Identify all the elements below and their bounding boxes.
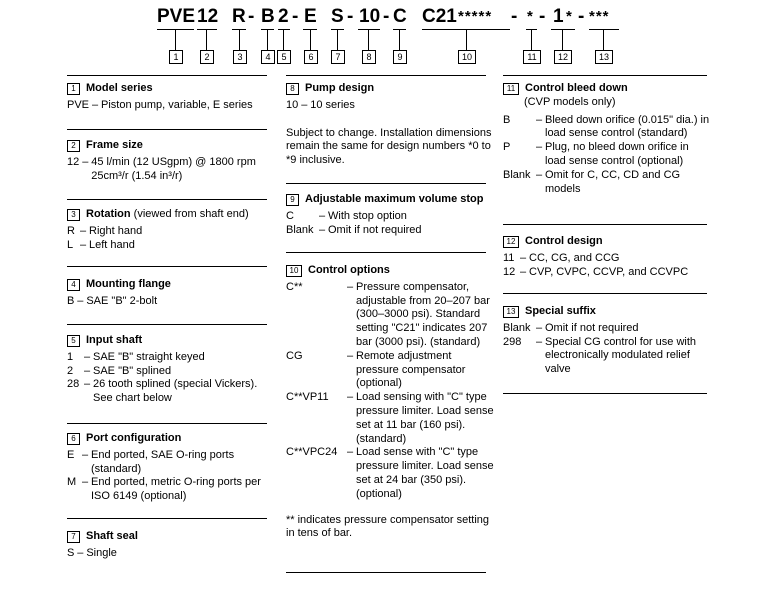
item-value: 26 tooth splined (special Vickers). See chart below [93, 378, 258, 405]
divider [286, 252, 486, 253]
item-value: Omit if not required [545, 321, 639, 334]
item-key: 12 [67, 155, 80, 168]
code-control-stars: ***** [458, 8, 493, 25]
code-tick [267, 29, 268, 51]
item-key: 10 [286, 98, 299, 111]
item-key: 12 [503, 265, 516, 278]
item-value: Pressure compensator, adjustable from 20–207 bar (300–3000 psi). Standard setting "C21" indicates 207 bar (3000 psi). (standard) [356, 280, 490, 348]
code-shaft: 2 [278, 6, 289, 27]
code-box-5: 5 [277, 50, 291, 64]
code-port: E [304, 6, 317, 27]
item-key: Blank [503, 168, 531, 181]
item-key: 11 [503, 251, 515, 264]
code-box-7: 7 [331, 50, 345, 64]
section-frame-size: 2 Frame size 12 – 45 l/min (12 USgpm) @ 1800 rpm 25cm³/r (1.54 in³/r) [67, 139, 273, 183]
item-value: CVP, CVPC, CCVP, and CCVPC [529, 265, 689, 278]
item-key: P [503, 141, 511, 154]
divider [286, 572, 486, 573]
section-title: Rotation [86, 208, 131, 220]
section-title: Pump design [305, 82, 375, 94]
code-box-8: 8 [362, 50, 376, 64]
item-value: Load sense with "C" type pressure limiter. Load sense set at 24 bar (350 psi). (optional) [356, 446, 494, 500]
section-number: 1 [67, 83, 80, 95]
code-tick [283, 29, 284, 51]
item-key: C**VP11 [286, 391, 329, 404]
code-box-3: 3 [233, 50, 247, 64]
item-key: C** [286, 280, 303, 293]
item-key: 2 [67, 364, 74, 377]
code-underline [589, 29, 619, 30]
item-key: L [67, 238, 74, 251]
code-dash: - [539, 6, 546, 27]
item-key: M [67, 476, 77, 489]
code-tick [239, 29, 240, 51]
section-model-series: 1 Model series PVE – Piston pump, variable, E series [67, 82, 273, 113]
section-subtitle: (CVP models only) [524, 95, 616, 108]
section-number: 12 [503, 236, 519, 248]
item-value: Remote adjustment pressure compensator (optional) [356, 349, 466, 390]
code-box-6: 6 [304, 50, 318, 64]
code-ctrl-design-star: * [566, 8, 573, 25]
section-special-suffix: 13 Special suffix Blank – Omit if not required 298 – Special CG control for use with electronically modulated relief valve [503, 305, 711, 377]
code-rotation: R [232, 6, 246, 27]
code-box-13: 13 [595, 50, 613, 64]
code-dash: - [511, 6, 518, 27]
code-box-9: 9 [393, 50, 407, 64]
section-title: Shaft seal [86, 530, 138, 542]
code-tick [603, 29, 604, 51]
code-underline [551, 29, 575, 30]
section-note: Subject to change. Installation dimensions remain the same for design numbers *0 to *9 inclusive. [286, 126, 492, 167]
item-key: 298 [503, 335, 522, 348]
divider [503, 224, 707, 225]
item-key: 1 [67, 350, 74, 363]
item-key: 28 [67, 378, 80, 391]
code-dash: - [578, 6, 585, 27]
code-box-10: 10 [458, 50, 476, 64]
section-input-shaft: 5 Input shaft 1 – SAE "B" straight keyed 2 – SAE "B" splined 28 – 26 tooth splined (special Vickers). See chart below [67, 334, 273, 406]
section-number: 11 [503, 83, 519, 95]
item-key: C**VPC24 [286, 446, 338, 459]
section-title: Control options [308, 264, 390, 276]
code-control: C21 [422, 6, 457, 27]
code-tick [562, 29, 563, 51]
divider [503, 293, 707, 294]
item-value: Bleed down orifice (0.015" dia.) in load sense control (standard) [545, 113, 710, 140]
section-number: 10 [286, 265, 302, 277]
code-dash: - [292, 6, 299, 27]
section-control-design: 12 Control design 11 – CC, CG, and CCG 12 – CVP, CVPC, CCVP, and CCVPC [503, 235, 711, 279]
section-title: Control design [525, 235, 603, 247]
code-underline [197, 29, 217, 30]
item-value: Special CG control for use with electronically modulated relief valve [545, 335, 697, 376]
divider [67, 75, 267, 76]
item-value: Right hand [89, 224, 143, 237]
item-value [91, 156, 273, 184]
code-tick [337, 29, 338, 51]
section-number: 8 [286, 83, 299, 95]
item-value: 10 series [310, 98, 355, 111]
divider [67, 518, 267, 519]
code-pve: PVE [157, 6, 196, 27]
item-key: B [503, 113, 511, 126]
code-suffix: *** [589, 8, 610, 25]
section-port-configuration: 6 Port configuration E – End ported, SAE O-ring ports (standard) M – End ported, metric O-ring ports per ISO 6149 (optional) [67, 432, 273, 504]
section-max-volume-stop: 9 Adjustable maximum volume stop C – With stop option Blank – Omit if not required [286, 193, 494, 237]
section-number: 5 [67, 335, 80, 347]
code-seal: S [331, 6, 344, 27]
section-title: Input shaft [86, 334, 143, 346]
code-design: 10 [359, 6, 381, 27]
section-mounting-flange: 4 Mounting flange B – SAE "B" 2-bolt [67, 278, 273, 309]
section-title: Special suffix [525, 305, 596, 317]
divider [67, 423, 267, 424]
code-tick [399, 29, 400, 51]
item-value: CC, CG, and CCG [529, 251, 620, 264]
section-subtitle: (viewed from shaft end) [133, 208, 249, 220]
item-value: Omit if not required [328, 223, 422, 236]
section-title: Adjustable maximum volume stop [305, 193, 484, 205]
item-key: R [67, 224, 75, 237]
code-tick [531, 29, 532, 51]
item-value: With stop option [328, 209, 407, 222]
code-underline [278, 29, 290, 30]
code-flange: B [261, 6, 275, 27]
section-number: 9 [286, 194, 299, 206]
divider [503, 75, 707, 76]
item-key: S [67, 546, 75, 559]
item-value: Single [86, 546, 117, 559]
section-number: 13 [503, 306, 519, 318]
section-title: Frame size [86, 139, 143, 151]
section-title: Mounting flange [86, 278, 171, 290]
section-number: 2 [67, 140, 80, 152]
section-pump-design: 8 Pump design 10 – 10 series Subject to change. Installation dimensions remain the same for design numbers *0 to *9 inclusive. [286, 82, 494, 168]
divider [67, 324, 267, 325]
item-key: CG [286, 349, 303, 362]
item-key: C [286, 209, 294, 222]
code-tick [175, 29, 176, 51]
code-dash: - [347, 6, 354, 27]
section-title: Control bleed down [525, 82, 628, 94]
item-key: Blank [503, 321, 531, 334]
item-key: Blank [286, 223, 314, 236]
code-box-11: 11 [523, 50, 541, 64]
item-key: E [67, 448, 75, 461]
code-tick [466, 29, 467, 51]
item-value: Piston pump, variable, E series [101, 98, 253, 111]
section-rotation: 3 Rotation (viewed from shaft end) R – Right hand L – Left hand [67, 208, 273, 252]
item-value: SAE "B" splined [93, 364, 172, 377]
code-tick [310, 29, 311, 51]
section-number: 7 [67, 531, 80, 543]
item-value-line: 45 l/min (12 USgpm) @ 1800 rpm [91, 155, 256, 168]
item-value: SAE "B" 2-bolt [86, 294, 158, 307]
item-key: B [67, 294, 75, 307]
code-dash: - [248, 6, 255, 27]
section-shaft-seal: 7 Shaft seal S – Single [67, 530, 273, 561]
divider [67, 129, 267, 130]
item-value: End ported, SAE O-ring ports (standard) [91, 448, 235, 475]
divider [286, 75, 486, 76]
divider [286, 183, 486, 184]
item-value: Omit for C, CC, CD and CG models [545, 168, 681, 195]
code-tick [368, 29, 369, 51]
item-value: Plug, no bleed down orifice in load sense control (optional) [545, 141, 689, 167]
item-value: End ported, metric O-ring ports per ISO 6149 (optional) [91, 476, 261, 503]
section-number: 4 [67, 279, 80, 291]
section-title: Model series [86, 82, 153, 94]
code-frame: 12 [197, 6, 219, 27]
divider [67, 199, 267, 200]
code-underline [358, 29, 380, 30]
item-value: Load sensing with "C" type pressure limiter. Load sense set at 11 bar (160 psi). (standard) [356, 391, 494, 445]
section-number: 6 [67, 433, 80, 445]
code-stop: C [393, 6, 407, 27]
code-dash: - [383, 6, 390, 27]
item-key: PVE [67, 98, 90, 111]
divider [67, 266, 267, 267]
code-box-12: 12 [554, 50, 572, 64]
section-control-bleed-down: 11 Control bleed down (CVP models only) B – Bleed down orifice (0.015" dia.) in load sense control (standard) P – Plug, no bleed down orifice in load sense control (optional) Blank – Omit for C, CC, CD and CG models [503, 82, 710, 195]
code-box-2: 2 [200, 50, 214, 64]
code-box-4: 4 [261, 50, 275, 64]
code-tick [206, 29, 207, 51]
section-note: ** indicates pressure compensator setting in tens of bar. [286, 513, 489, 540]
code-ctrl-design: 1 [553, 6, 564, 27]
code-bleed: * [527, 8, 534, 25]
item-value-line: 25cm³/r (1.54 in³/r) [91, 169, 183, 182]
section-title: Port configuration [86, 432, 182, 444]
item-value: SAE "B" straight keyed [93, 350, 205, 363]
item-value: Left hand [89, 238, 135, 251]
code-box-1: 1 [169, 50, 183, 64]
divider [503, 393, 707, 394]
section-control-options: 10 Control options C** – Pressure compensator, adjustable from 20–207 bar (300–3000 psi). Standard setting "C21" indicates 207 bar (3000 psi). (standard) CG – Remote adjustment pressure compensator (optional) C**VP11 – Load sensing with "C" type pressure limiter. Load sense set at 11 bar (160 psi). (standard) C**VPC24 – Load sense with "C" type pressure limiter. Load sense set at 24 bar (350 psi). (optional) ** indicates pressure compensator setting in tens of bar. [286, 264, 494, 540]
section-number: 3 [67, 209, 80, 221]
